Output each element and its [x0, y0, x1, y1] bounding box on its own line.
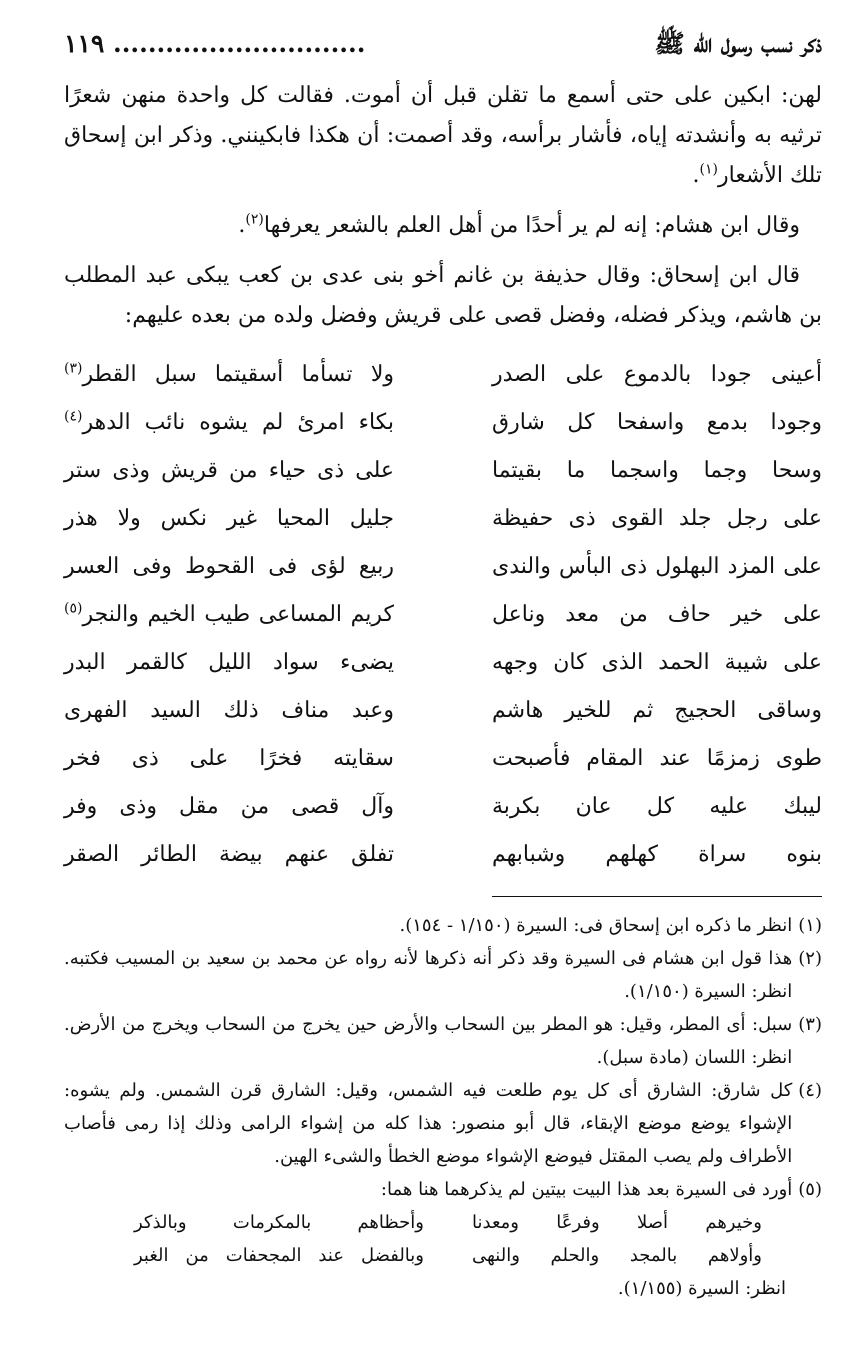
verse-line [64, 638, 822, 686]
verse-line [64, 734, 822, 782]
verse-second-hemistich: على ذى حياء من قريش وذى ستر [64, 457, 394, 483]
poem [64, 350, 822, 878]
verse-first-hemistich: ليبك عليه كل عان بكربة [492, 793, 822, 819]
verse-first-hemistich: أعينى جودا بالدموع على الصدر [492, 361, 822, 387]
footnote-2: (٢) هذا قول ابن هشام فى السيرة وقد ذكر أنه ذكرها لأنه رواه عن محمد بن سعيد بن المسيب فكتبه. انظر: السيرة (١/١٥٠). [64, 948, 822, 1002]
verse-first-hemistich: على خير حاف من معد وناعل [492, 601, 822, 627]
verse-second-hemistich: تفلق عنهم بيضة الطائر الصقر [64, 841, 394, 867]
chapter-title: ذكر نسب رسول الله ﷺ [654, 29, 822, 58]
verse-second-hemistich: بكاء امرئ لم يشوه نائب الدهر$^{(٤)}$ [64, 408, 394, 435]
verse-line [64, 686, 822, 734]
verse-second-hemistich: وعبد مناف ذلك السيد الفهرى [64, 697, 394, 723]
verse-line [64, 590, 822, 638]
footnote-5: (٥) أورد فى السيرة بعد هذا البيت بيتين لم يذكرهما هنا هما: [380, 1179, 822, 1200]
footnote-ref-2: (٢) [245, 211, 264, 228]
verse-first-hemistich: طوى زمزمًا عند المقام فأصبحت [492, 745, 822, 771]
footnote-5-reference: انظر: السيرة (١/١٥٥). [617, 1278, 786, 1299]
main-text [64, 76, 822, 336]
verse-line [64, 782, 822, 830]
footnote-ref-3: (٣) [64, 360, 83, 377]
paragraph-3: قال ابن إسحاق: وقال حذيفة بن غانم أخو بنى عدى بن كعب يبكى عبد المطلب بن هاشم، ويذكر فضله، وفضل قصى على قريش وفضل ولده من بعده عليهم: [64, 263, 822, 328]
running-header [64, 28, 822, 76]
footnote-verse-line: وخيرهم أصلا وفرعًا ومعدنا وأحظاهم بالمكرمات وبالذكر [134, 1212, 762, 1233]
footnote-ref-5: (٥) [64, 600, 83, 617]
verse-line [64, 350, 822, 398]
footnote-1: (١) انظر ما ذكره ابن إسحاق فى: السيرة (١/١٥٠ - ١٥٤). [399, 915, 822, 936]
verse-first-hemistich: على رجل جلد القوى ذى حفيظة [492, 505, 822, 531]
footnote-verse-line: وأولاهم بالمجد والحلم والنهى وبالفضل عند المجحفات من الغبر [134, 1245, 762, 1266]
verse-first-hemistich: على شيبة الحمد الذى كان وجهه [492, 649, 822, 675]
footnotes [64, 909, 822, 1305]
footnote-ref-1: (١) [699, 161, 719, 178]
verse-line [64, 398, 822, 446]
verse-line [64, 830, 822, 878]
verse-first-hemistich: وساقى الحجيج ثم للخير هاشم [492, 697, 822, 723]
footnote-divider [492, 896, 822, 897]
verse-first-hemistich: وجودا بدمع واسفحا كل شارق [492, 409, 822, 435]
verse-second-hemistich: كريم المساعى طيب الخيم والنجر$^{(٥)}$ [64, 600, 394, 627]
verse-line [64, 494, 822, 542]
verse-second-hemistich: ربيع لؤى فى القحوط وفى العسر [64, 553, 394, 579]
verse-first-hemistich: وسحا وجما واسجما ما بقيتما [492, 457, 822, 483]
verse-line [64, 542, 822, 590]
paragraph-2: وقال ابن هشام: إنه لم ير أحدًا من أهل العلم بالشعر يعرفها$^{(٢)}$. [238, 211, 800, 238]
verse-second-hemistich: سقايته فخرًا على ذى فخر [64, 745, 394, 771]
verse-line [64, 446, 822, 494]
verse-second-hemistich: جليل المحيا غير نكس ولا هذر [64, 505, 394, 531]
paragraph-1: لهن: ابكين على حتى أسمع ما تقلن قبل أن أموت. فقالت كل واحدة منهن شعرًا ترثيه به وأنشدته إياه، فأشار برأسه، وقد أصمت: أن هكذا فابكينني. وذكر ابن إسحاق تلك الأشعار$^{(١)}$. [64, 83, 823, 188]
page-number: ............................. ١١٩ [64, 29, 366, 58]
footnote-4: (٤) كل شارق: الشارق أى كل يوم طلعت فيه الشمس، وقيل: الشارق قرن الشمس. ولم يشوه: الإشواء يوضع موضع الإبقاء، قال أبو منصور: هذا كله من إشواء الرامى وذلك إذا رمى فأصاب الأطراف ولم يصب المقتل فيوضع الإشواء موضع الخطأ والشىء الهين. [64, 1080, 822, 1167]
verse-first-hemistich: على المزد البهلول ذى البأس والندى [492, 553, 822, 579]
footnote-3: (٣) سبل: أى المطر، وقيل: هو المطر بين السحاب والأرض حين يخرج من السحاب ويخرج من الأرض. انظر: اللسان (مادة سبل). [64, 1014, 822, 1068]
verse-second-hemistich: ولا تسأما أسقيتما سبل القطر$^{(٣)}$ [64, 360, 394, 387]
verse-second-hemistich: وآل قصى من مقل وذى وفر [64, 793, 394, 819]
verse-second-hemistich: يضىء سواد الليل كالقمر البدر [64, 649, 394, 675]
footnote-ref-4: (٤) [64, 408, 83, 425]
verse-first-hemistich: بنوه سراة كهلهم وشبابهم [492, 841, 822, 867]
